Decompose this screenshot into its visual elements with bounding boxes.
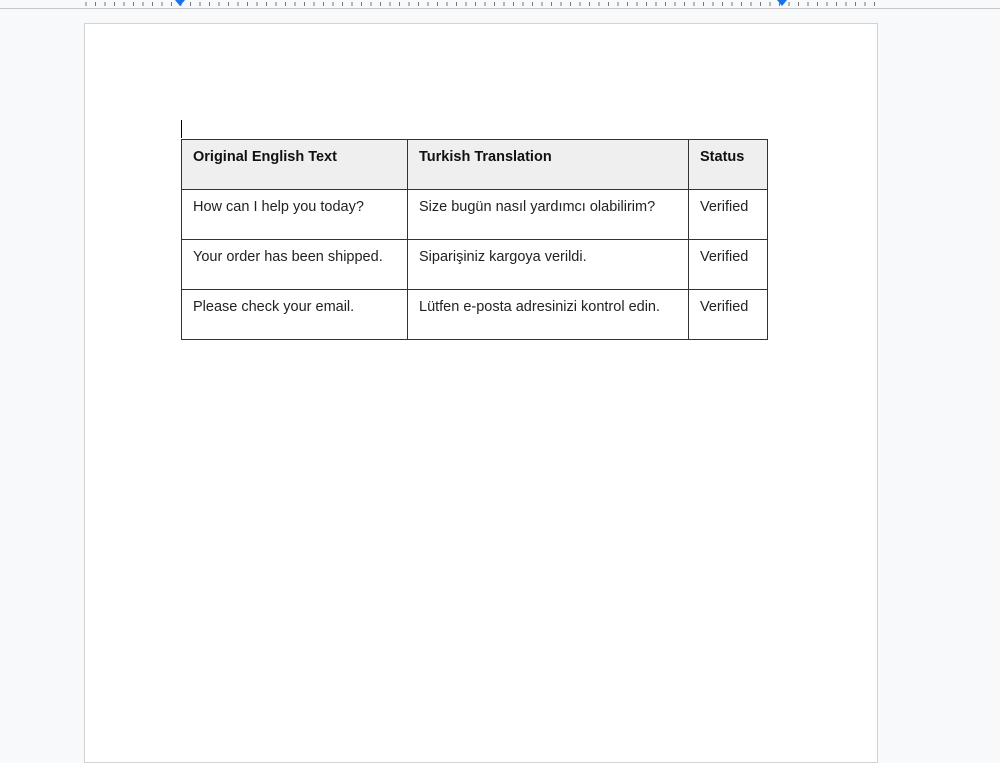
document-page[interactable] [84,23,878,763]
cell-status[interactable]: Verified [689,190,768,240]
left-indent-marker-icon[interactable] [175,0,185,6]
cell-turkish[interactable]: Size bugün nasıl yardımcı olabilirim? [408,190,689,240]
ruler-ticks [0,0,1000,8]
cell-status[interactable]: Verified [689,240,768,290]
right-indent-marker-icon[interactable] [777,0,787,6]
header-turkish-translation[interactable]: Turkish Translation [408,140,689,190]
translation-table[interactable] [181,139,768,340]
cell-english[interactable]: Please check your email. [182,290,408,340]
horizontal-ruler[interactable] [0,0,1000,9]
table-row [182,240,768,290]
cell-turkish[interactable]: Siparişiniz kargoya verildi. [408,240,689,290]
cell-turkish[interactable]: Lütfen e-posta adresinizi kontrol edin. [408,290,689,340]
table-row [182,290,768,340]
text-cursor [181,120,182,138]
cell-status[interactable]: Verified [689,290,768,340]
header-status[interactable]: Status [689,140,768,190]
cell-english[interactable]: How can I help you today? [182,190,408,240]
table-header-row [182,140,768,190]
cell-english[interactable]: Your order has been shipped. [182,240,408,290]
table-row [182,190,768,240]
header-original-english-text[interactable]: Original English Text [182,140,408,190]
